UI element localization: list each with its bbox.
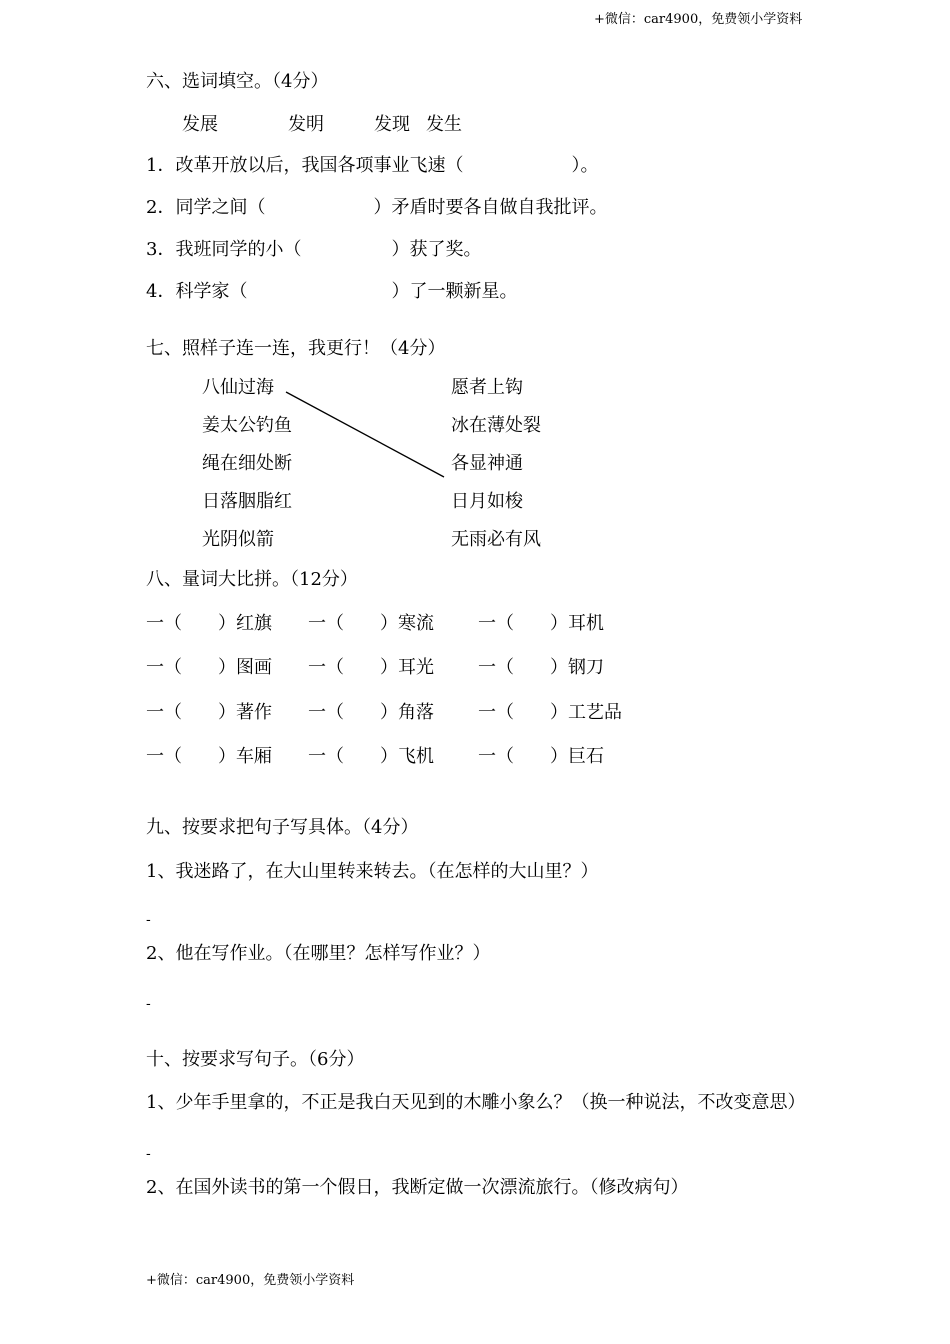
match-right-item: 无雨必有风	[451, 529, 541, 550]
measure-word-item: 一（ ）寒流	[308, 613, 434, 634]
question-item: 1、我迷路了，在大山里转来转去。（在怎样的大山里？）	[146, 861, 599, 882]
fill-blank-item: 4．科学家（ ）了一颗新星。	[146, 281, 518, 302]
word-option: 发明	[288, 114, 324, 135]
measure-word-item: 一（ ）钢刀	[478, 657, 604, 678]
question-item: 2、他在写作业。（在哪里？怎样写作业？）	[146, 943, 491, 964]
match-left-item: 八仙过海	[202, 377, 274, 398]
fill-blank-item: 2．同学之间（ ）矛盾时要各自做自我批评。	[146, 197, 608, 218]
fill-blank-item: 1．改革开放以后，我国各项事业飞速（ ）。	[146, 155, 599, 176]
section-9-title: 九、按要求把句子写具体。（4分）	[146, 817, 419, 838]
page-header: +微信：car4900，免费领小学资料	[594, 12, 803, 27]
match-right-item: 愿者上钩	[451, 377, 523, 398]
word-option: 发生	[426, 114, 462, 135]
answer-line: -	[146, 996, 151, 1012]
match-right-item: 各显神通	[451, 453, 523, 474]
measure-word-item: 一（ ）飞机	[308, 746, 434, 767]
match-left-item: 日落胭脂红	[202, 491, 292, 512]
section-7-title: 七、照样子连一连，我更行！（4分）	[146, 338, 446, 359]
section-10-title: 十、按要求写句子。（6分）	[146, 1049, 365, 1070]
question-item: 1、少年手里拿的，不正是我白天见到的木雕小象么？（换一种说法，不改变意思）	[146, 1092, 806, 1113]
match-left-item: 光阴似箭	[202, 529, 274, 550]
fill-blank-item: 3．我班同学的小（ ）获了奖。	[146, 239, 482, 260]
measure-word-item: 一（ ）图画	[146, 657, 272, 678]
match-right-item: 日月如梭	[451, 491, 523, 512]
measure-word-item: 一（ ）著作	[146, 702, 272, 723]
word-option: 发展	[182, 114, 218, 135]
word-option: 发现	[374, 114, 410, 135]
match-left-item: 姜太公钓鱼	[202, 415, 292, 436]
match-right-item: 冰在薄处裂	[451, 415, 541, 436]
measure-word-item: 一（ ）车厢	[146, 746, 272, 767]
question-item: 2、在国外读书的第一个假日，我断定做一次漂流旅行。（修改病句）	[146, 1177, 689, 1198]
measure-word-item: 一（ ）红旗	[146, 613, 272, 634]
measure-word-item: 一（ ）巨石	[478, 746, 604, 767]
answer-line: -	[146, 1146, 151, 1162]
page-footer: +微信：car4900，免费领小学资料	[146, 1273, 355, 1288]
measure-word-item: 一（ ）角落	[308, 702, 434, 723]
measure-word-item: 一（ ）工艺品	[478, 702, 622, 723]
measure-word-item: 一（ ）耳机	[478, 613, 604, 634]
match-left-item: 绳在细处断	[202, 453, 292, 474]
section-6-title: 六、选词填空。（4分）	[146, 71, 329, 92]
measure-word-item: 一（ ）耳光	[308, 657, 434, 678]
section-8-title: 八、量词大比拼。（12分）	[146, 569, 358, 590]
answer-line: -	[146, 912, 151, 928]
